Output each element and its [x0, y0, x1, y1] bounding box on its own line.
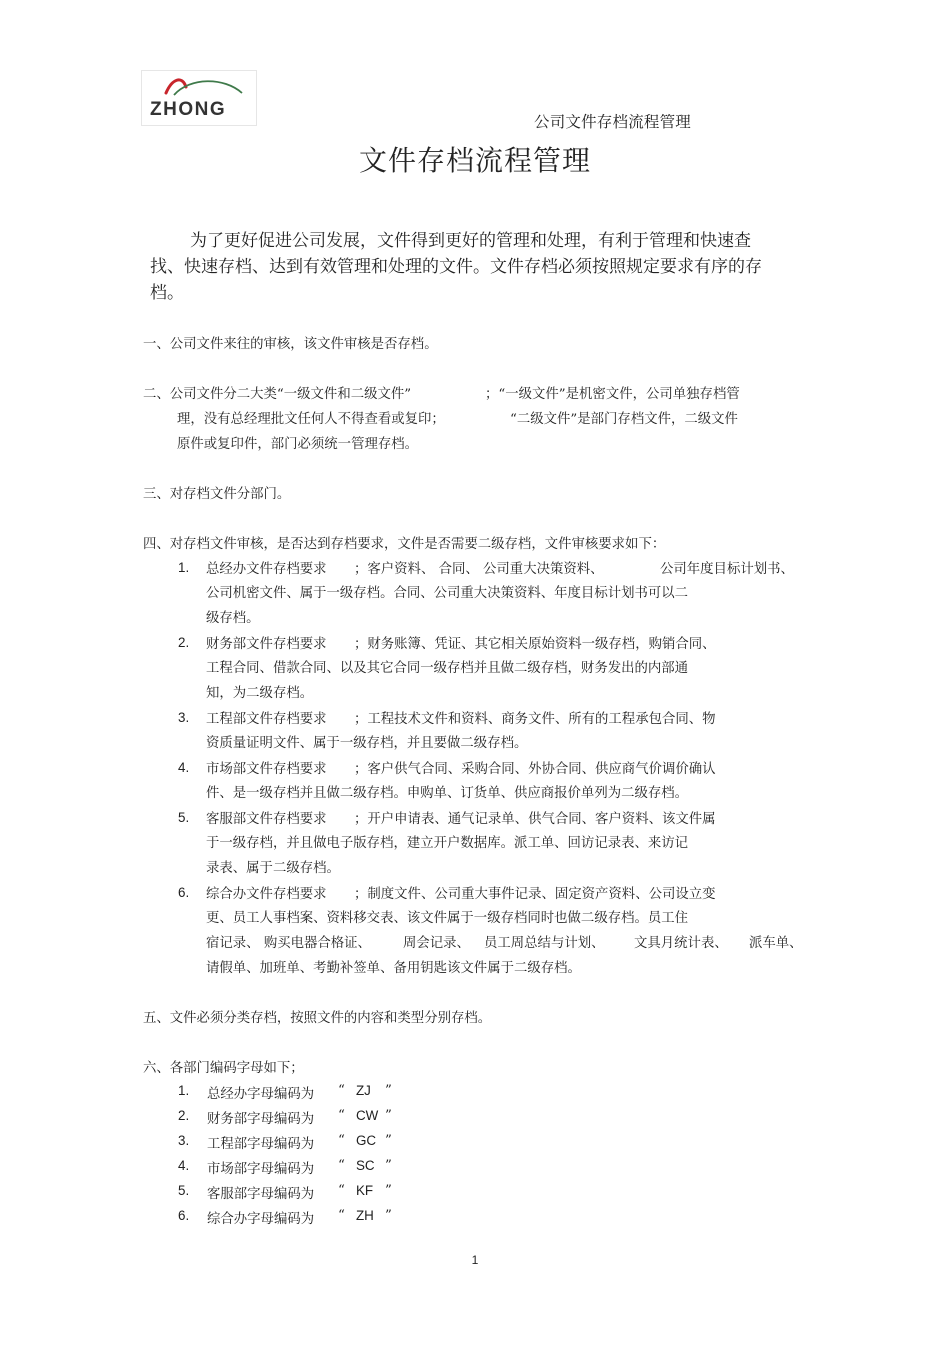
section-1: 一、公司文件来往的审核，该文件审核是否存档。 — [143, 337, 438, 352]
list-number: 6. — [178, 885, 190, 900]
quote-close: ” — [385, 1108, 392, 1123]
department-code: CW — [356, 1108, 379, 1123]
list-item-text: 更、员工人事档案、资料移交表、该文件属于一级存档同时也做二级存档。员工住 — [206, 911, 689, 926]
list-item-text: 于一级存档，并且做电子版存档，建立开户数据库。派工单、回访记录表、来访记 — [206, 836, 689, 851]
quote-open: “ — [338, 1208, 345, 1223]
page-title: 文件存档流程管理 — [358, 144, 591, 177]
list-item-text: ；客户供气合同、采购合同、外协合同、供应商气价调价确认 — [354, 762, 716, 777]
list-number: 4. — [178, 760, 190, 775]
department-code: SC — [356, 1158, 375, 1173]
list-item-text: ；制度文件、公司重大事件记录、固定资产资料、公司设立变 — [354, 887, 716, 902]
quote-open: “ — [338, 1183, 345, 1198]
section-2-line-1b: ；“一级文件”是机密文件，公司单独存档管 — [485, 387, 740, 402]
list-item-text: 公司年度目标计划书、 — [660, 562, 794, 577]
list-item-text: 宿记录、 购买电器合格证、 — [206, 936, 371, 951]
logo-wordmark: ZHONG — [150, 99, 227, 120]
list-item-text: 文具月统计表、 — [634, 936, 728, 951]
list-number: 3. — [178, 710, 190, 725]
list-item-text: 员工周总结与计划、 — [484, 936, 605, 951]
list-item-title: 财务部文件存档要求 — [206, 637, 327, 652]
list-item-text: 请假单、加班单、考勤补签单、备用钥匙该文件属于二级存档。 — [206, 961, 581, 976]
code-label: 综合办字母编码为 — [207, 1212, 315, 1227]
section-4-heading: 四、对存档文件审核，是否达到存档要求，文件是否需要二级存档，文件审核要求如下： — [143, 537, 666, 552]
list-item-title: 总经办文件存档要求 — [206, 562, 327, 577]
list-item-text: 级存档。 — [206, 611, 260, 626]
department-code: ZJ — [356, 1083, 371, 1098]
quote-open: “ — [338, 1083, 345, 1098]
list-item-text: 录表、属于二级存档。 — [206, 861, 340, 876]
page-number: 1 — [471, 1253, 479, 1267]
list-item-text: ；工程技术文件和资料、商务文件、所有的工程承包合同、物 — [354, 712, 716, 727]
list-item-text: 派车单、 — [749, 936, 803, 951]
list-item-text: 周会记录、 — [403, 936, 470, 951]
department-code: GC — [356, 1133, 377, 1148]
list-item-title: 客服部文件存档要求 — [206, 812, 327, 827]
department-code: ZH — [356, 1208, 374, 1223]
running-header: 公司文件存档流程管理 — [534, 113, 692, 131]
code-label: 客服部字母编码为 — [207, 1187, 315, 1202]
list-number: 1. — [178, 1083, 190, 1098]
list-item-text: 知，为二级存档。 — [206, 686, 314, 701]
list-number: 4. — [178, 1158, 190, 1173]
section-3: 三、对存档文件分部门。 — [143, 487, 291, 502]
list-item-text: ；财务账簿、凭证、其它相关原始资料一级存档，购销合同、 — [354, 637, 716, 652]
code-label: 市场部字母编码为 — [207, 1162, 315, 1177]
quote-close: ” — [385, 1083, 392, 1098]
list-item-text: 件、是一级存档并且做二级存档。申购单、订货单、供应商报价单列为二级存档。 — [206, 786, 689, 801]
list-item-title: 市场部文件存档要求 — [206, 762, 327, 777]
list-number: 2. — [178, 1108, 190, 1123]
list-number: 5. — [178, 810, 190, 825]
section-2-line-1a: 二、公司文件分二大类“一级文件和二级文件” — [143, 387, 412, 402]
quote-close: ” — [385, 1133, 392, 1148]
list-number: 3. — [178, 1133, 190, 1148]
quote-close: ” — [385, 1208, 392, 1223]
list-item-text: 公司机密文件、属于一级存档。合同、公司重大决策资料、年度目标计划书可以二 — [206, 586, 689, 601]
quote-close: ” — [385, 1183, 392, 1198]
section-2-line-2a: 理，没有总经理批文任何人不得查看或复印； — [177, 412, 445, 427]
section-5: 五、文件必须分类存档，按照文件的内容和类型分别存档。 — [143, 1011, 492, 1026]
section-6-heading: 六、各部门编码字母如下； — [143, 1061, 304, 1076]
code-label: 工程部字母编码为 — [207, 1137, 315, 1152]
quote-close: ” — [385, 1158, 392, 1173]
list-number: 6. — [178, 1208, 190, 1223]
list-item-title: 工程部文件存档要求 — [206, 712, 327, 727]
list-item-title: 综合办文件存档要求 — [206, 887, 327, 902]
section-2-line-2b: “二级文件”是部门存档文件，二级文件 — [510, 412, 738, 427]
quote-open: “ — [338, 1108, 345, 1123]
code-label: 总经办字母编码为 — [207, 1087, 315, 1102]
list-item-text: 工程合同、借款合同、以及其它合同一级存档并且做二级存档，财务发出的内部通 — [206, 661, 689, 676]
quote-open: “ — [338, 1133, 345, 1148]
department-code: KF — [356, 1183, 374, 1198]
list-item-text: ；客户资料、 合同、 公司重大决策资料、 — [354, 562, 604, 577]
list-item-text: ；开户申请表、通气记录单、供气合同、客户资料、该文件属 — [354, 812, 716, 827]
list-number: 5. — [178, 1183, 190, 1198]
section-2-line-3: 原件或复印件，部门必须统一管理存档。 — [177, 437, 419, 452]
company-logo — [141, 70, 257, 126]
list-number: 1. — [178, 560, 190, 575]
code-label: 财务部字母编码为 — [207, 1112, 315, 1127]
list-number: 2. — [178, 635, 190, 650]
intro-paragraph: 为了更好促进公司发展，文件得到更好的管理和处理，有利于管理和快速查找、快速存档、达到有效管理和处理的文件。文件存档必须按照规定要求有序的存档。 — [150, 231, 762, 303]
quote-open: “ — [338, 1158, 345, 1173]
list-item-text: 资质量证明文件、属于一级存档，并且要做二级存档。 — [206, 736, 528, 751]
